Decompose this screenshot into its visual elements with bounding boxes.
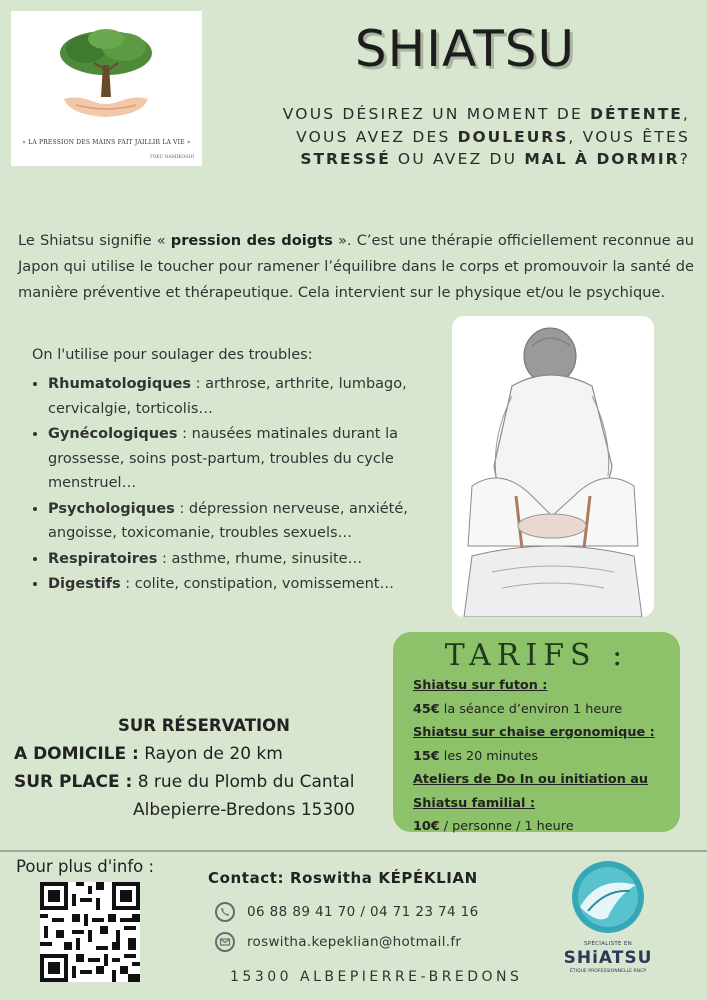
- tarif-ateliers-label-2: Shiatsu familial :: [413, 795, 535, 811]
- intro-keyword-douleurs: DOULEURS: [457, 127, 569, 146]
- logo-author: TOKU NAMIKOSHI: [149, 155, 194, 160]
- tarif-ateliers: [413, 815, 666, 839]
- list-item: [48, 547, 448, 572]
- badge-line-3: ÉTIQUE PROFESSIONNELLE RNCP: [569, 969, 647, 974]
- domicile-line: [14, 744, 283, 764]
- tarif-price: 15€: [413, 748, 440, 764]
- phone-row: [215, 902, 479, 922]
- more-info-label: Pour plus d'info :: [16, 857, 155, 876]
- troubles-intro: On l'utilise pour soulager des troubles:: [32, 347, 313, 363]
- email-address[interactable]: roswitha.kepeklian@hotmail.fr: [247, 934, 462, 950]
- troubles-list: [30, 372, 448, 598]
- list-item: [48, 497, 448, 546]
- logo-card: [11, 11, 202, 166]
- qr-code[interactable]: [40, 882, 140, 982]
- intro-text: ?: [679, 150, 690, 168]
- intro-keyword-mal-a-dormir: MAL À DORMIR: [524, 150, 680, 168]
- shiatsu-description: [18, 228, 694, 306]
- email-row: [215, 932, 461, 952]
- tarif-futon: [413, 698, 666, 722]
- trouble-text: : colite, constipation, vomissement…: [120, 576, 394, 592]
- tarif-price: 10€: [413, 819, 440, 834]
- intro-text: OU AVEZ DU: [390, 150, 525, 168]
- trouble-label: Respiratoires: [48, 550, 158, 567]
- practitioner-drawing: [452, 316, 654, 617]
- tarif-detail: les 20 minutes: [439, 748, 539, 764]
- list-item: [48, 422, 448, 496]
- trouble-text: : arthrose, arthrite, lumbago, cervicalgie, torticolis…: [48, 376, 407, 417]
- tree-in-hands-logo: [56, 25, 156, 125]
- phone-number[interactable]: 06 88 89 41 70 / 04 71 23 74 16: [247, 904, 479, 920]
- trouble-text: : asthme, rhume, sinusite…: [157, 550, 363, 567]
- domicile-value: Rayon de 20 km: [138, 744, 283, 764]
- page-title: SHIATSU: [354, 20, 576, 78]
- trouble-text: : dépression nerveuse, anxiété, angoisse, toxicomanie, troubles sexuels…: [48, 500, 408, 541]
- intro-keyword-detente: DÉTENTE: [590, 105, 683, 123]
- domicile-label: A DOMICILE :: [14, 744, 139, 764]
- trouble-label: Gynécologiques: [48, 426, 178, 442]
- reservation-title: SUR RÉSERVATION: [118, 716, 290, 735]
- tarif-futon-label: Shiatsu sur futon :: [413, 678, 548, 693]
- intro-text: , VOUS ÊTES: [568, 127, 690, 146]
- footer-city: 15300 ALBEPIERRE-BREDONS: [230, 969, 523, 985]
- tarif-chaise: [413, 745, 666, 769]
- description-bold: pression des doigts: [170, 232, 333, 249]
- surplace-line: [14, 772, 355, 792]
- trouble-label: Digestifs: [48, 576, 121, 592]
- specialist-badge: [558, 855, 658, 995]
- trouble-label: Psychologiques: [48, 500, 175, 517]
- tarif-detail: la séance d’environ 1 heure: [439, 701, 623, 717]
- badge-line-1: SPÉCIALISTE EN: [583, 941, 633, 947]
- tarif-chaise-label: Shiatsu sur chaise ergonomique :: [413, 725, 655, 740]
- shiatsu-illustration: [452, 316, 654, 617]
- intro-text: VOUS AVEZ DES: [296, 127, 458, 146]
- address-line-2: Albepierre-Bredons 15300: [133, 800, 355, 820]
- surplace-label: SUR PLACE :: [14, 772, 133, 792]
- tarifs-title: TARIFS :: [444, 638, 629, 673]
- trouble-label: Rhumatologiques: [48, 376, 192, 392]
- intro-question: [230, 103, 690, 171]
- intro-text: ,: [682, 105, 690, 123]
- contact-name: Contact: Roswitha KÉPÉKLIAN: [208, 869, 478, 887]
- phone-icon: [215, 902, 235, 922]
- tarifs-box: [393, 632, 680, 832]
- intro-keyword-stresse: STRESSÉ: [300, 150, 391, 168]
- tarif-price: 45€: [413, 701, 440, 717]
- list-item: [48, 372, 448, 421]
- surplace-value: 8 rue du Plomb du Cantal: [132, 772, 355, 792]
- tarif-ateliers-label: Ateliers de Do In ou initiation au: [413, 772, 649, 787]
- description-text: Le Shiatsu signifie «: [18, 232, 171, 249]
- description-text: ». C’est une thérapie officiellement reconnue au Japon qui utilise le toucher pour ramener l’équilibre dans le corps et promouvoir la santé de manière préventive et thérapeutique. Cela intervient sur le physique et/ou le psychique.: [18, 232, 695, 301]
- list-item: [48, 572, 448, 597]
- badge-emblem-icon: [558, 855, 658, 941]
- tarif-detail: / personne / 1 heure: [439, 819, 574, 834]
- email-icon: [215, 932, 235, 952]
- trouble-text: : nausées matinales durant la grossesse, soins post-partum, troubles du cycle menstruel…: [48, 426, 399, 491]
- badge-line-2: SHiATSU: [563, 948, 653, 968]
- intro-text: VOUS DÉSIREZ UN MOMENT DE: [282, 105, 591, 123]
- logo-quote: « LA PRESSION DES MAINS FAIT JAILLIR LA VIE »: [22, 139, 191, 146]
- footer-divider: [0, 850, 707, 852]
